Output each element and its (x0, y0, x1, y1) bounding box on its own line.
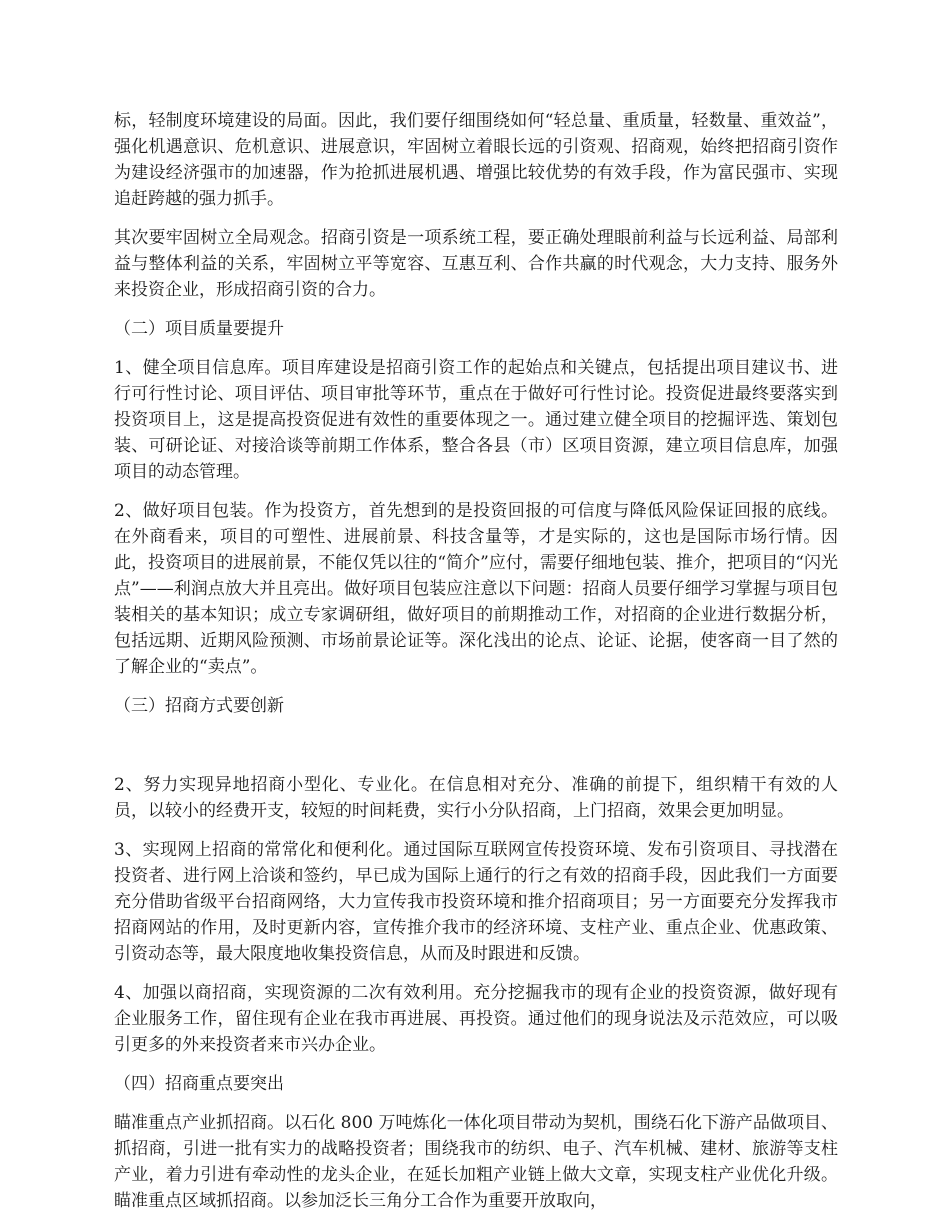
paragraph-global-view: 其次要牢固树立全局观念。招商引资是一项系统工程，要正确处理眼前利益与长远利益、局部利益与整体利益的关系，牢固树立平等宽容、互惠互利、合作共赢的时代观念，大力支持、服务外来投资企业，形成招商引资的合力。 (114, 228, 838, 300)
section-heading-project-quality: （二）项目质量要提升 (114, 319, 284, 339)
paragraph-offsite-investment: 2、努力实现异地招商小型化、专业化。在信息相对充分、准确的前提下，组织精干有效的人员，以较小的经费开支，较短的时间耗费，实行小分队招商，上门招商，效果会更加明显。 (114, 775, 838, 821)
paragraph-project-database: 1、健全项目信息库。项目库建设是招商引资工作的起始点和关键点，包括提出项目建议书、进行可行性讨论、项目评估、项目审批等环节，重点在于做好可行性讨论。投资促进最终要落实到投资项目上，这是提高投资促进有效性的重要体现之一。通过建立健全项目的挖掘评选、策划包装、可研论证、对接洽谈等前期工作体系，整合各县（市）区项目资源，建立项目信息库，加强项目的动态管理。 (114, 358, 838, 482)
paragraph-key-industries: 瞄准重点产业抓招商。以石化 800 万吨炼化一体化项目带动为契机，围绕石化下游产品做项目、抓招商，引进一批有实力的战略投资者；围绕我市的纺织、电子、汽车机械、建材、旅游等支柱产业，着力引进有牵动性的龙头企业，在延长加粗产业链上做大文章，实现支柱产业优化升级。瞄准重点区域抓招商。以参加泛长三角分工合作为重要开放取向， (114, 1113, 838, 1211)
paragraph-online-investment: 3、实现网上招商的常常化和便利化。通过国际互联网宣传投资环境、发布引资项目、寻找潜在投资者、进行网上洽谈和签约，早已成为国际上通行的行之有效的招商手段，因此我们一方面要充分借助省级平台招商网络，大力宣传我市投资环境和推介招商项目；另一方面要充分发挥我市招商网站的作用，及时更新内容，宣传推介我市的经济环境、支柱产业、重点企业、优惠政策、引资动态等，最大限度地收集投资信息，从而及时跟进和反馈。 (114, 840, 838, 964)
section-heading-investment-focus: （四）招商重点要突出 (114, 1074, 284, 1094)
section-heading-investment-method: （三）招商方式要创新 (114, 696, 284, 716)
paragraph-project-packaging: 2、做好项目包装。作为投资方，首先想到的是投资回报的可信度与降低风险保证回报的底线。在外商看来，项目的可塑性、进展前景、科技含量等，才是实际的，这也是国际市场行情。因此，投资项目的进展前景，不能仅凭以往的“简介”应付，需要仔细地包装、推介，把项目的“闪光点”——利润点放大并且亮出。做好项目包装应注意以下问题：招商人员要仔细学习掌握与项目包装相关的基本知识；成立专家调研组，做好项目的前期推动工作，对招商的企业进行数据分析，包括远期、近期风险预测、市场前景论证等。深化浅出的论点、论证、论据，使客商一目了然的了解企业的“卖点”。 (114, 501, 838, 677)
paragraph-business-attraction: 4、加强以商招商，实现资源的二次有效利用。充分挖掘我市的现有企业的投资资源，做好现有企业服务工作，留住现有企业在我市再进展、再投资。通过他们的现身说法及示范效应，可以吸引更多的外来投资者来市兴办企业。 (114, 983, 838, 1055)
paragraph-intro-continuation: 标，轻制度环境建设的局面。因此，我们要仔细围绕如何“轻总量、重质量，轻数量、重效益”，强化机遇意识、危机意识、进展意识，牢固树立着眼长远的引资观、招商观，始终把招商引资作为建设经济强市的加速器，作为抢抓进展机遇、增强比较优势的有效手段，作为富民强市、实现追赶跨越的强力抓手。 (114, 111, 838, 209)
blank-gap (114, 732, 838, 772)
